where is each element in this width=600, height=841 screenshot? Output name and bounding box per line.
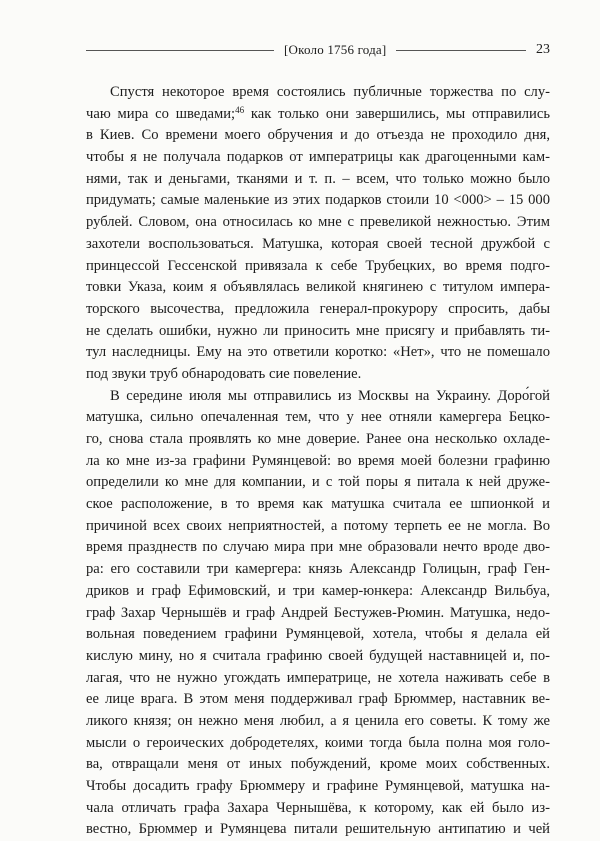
text-line: мысли о героических добродетелях, коими тогда была полна моя голо- [86, 734, 550, 751]
text-line: захотели воспользоваться. Матушка, которая своей тесной дружбой с [86, 235, 550, 252]
text-line: причиной всех своих неприятностей, а потому терпеть ее не могла. Во [86, 517, 550, 534]
text-line: не сделать ошибки, нужно ли приносить мне присягу и прибавлять ти- [86, 322, 550, 339]
text-line: определили ко мне для компании, и с той поры я питала к ней друже- [86, 474, 550, 491]
text-line: го, снова стала проявлять ко мне доверие. Ранее она несколько охладе- [86, 431, 550, 447]
text-line: лагая, что не нужно угождать императрице, не хотела наживать себе в [86, 669, 550, 686]
paragraph-2 [86, 386, 550, 841]
text-line: тул наследницы. Ему на это ответили коротко: «Нет», что не помешало [86, 344, 550, 361]
text-line: нями, так и деньгами, тканями и т. п. – всем, что только можно было [86, 170, 550, 187]
text-line: вестно, Брюммер и Румянцева питали решительную антипатию и чей [86, 821, 550, 838]
text-line: В середине июля мы отправились из Москвы на Украину. Доро́гой [110, 387, 550, 404]
text-line: матушка, сильно опечаленная тем, что у нее отняли камергера Бецко- [86, 409, 550, 426]
text-line: ское расположение, в то время как матушка считала ее шпионкой и [86, 496, 550, 513]
text-line: Спустя некоторое время состоялись публичные торжества по слу- [110, 84, 550, 100]
text-line [86, 104, 550, 126]
text-line: кислую мину, но я считала графиню своей будущей наставницей и, по- [86, 647, 550, 664]
paragraph-1 [86, 82, 550, 386]
text-line: придумать; самые маленькие из этих подарков стоили 10 <000> – 15 000 [86, 192, 550, 209]
text-fragment: как только они завершились, мы отправились [244, 105, 550, 122]
text-line: ла ко мне из-за графини Румянцевой: во время моей болезни графиню [86, 452, 550, 469]
text-line: под звуки труб обнародовать сие повеление. [86, 365, 362, 382]
text-line: ликого князя; он нежно меня любил, а я ценила его советы. К тому же [86, 712, 550, 729]
text-line: вольная поведением графини Румянцевой, хотела, чтобы я делала ей [86, 626, 550, 643]
text-line: товки Указа, коим я объявлялась великой княгинею с титулом импера- [86, 279, 550, 296]
footnote-marker: 46 [235, 104, 245, 115]
text-line: время празднеств по случаю мира при мне образовали нечто вроде дво- [86, 539, 550, 556]
body-text [86, 82, 550, 841]
page-number: 23 [526, 40, 550, 60]
text-line: ва, отвращали меня от иных побуждений, кроме моих собственных. [86, 756, 550, 773]
text-line: дриков и граф Ефимовский, и три камер-юнкера: Александр Вильбуа, [86, 582, 550, 599]
text-line: торского высочества, предложила генерал-прокурору спросить, дабы [86, 300, 550, 317]
text-line: принцессой Гессенской привязала к себе Трубецких, во время подго- [86, 257, 550, 274]
text-line: Чтобы досадить графу Брюммеру и графине Румянцевой, матушка на- [86, 778, 550, 794]
text-line: рублей. Словом, она относилась ко мне с превеликой нежностью. Этим [86, 214, 550, 231]
text-line: чала отличать графа Захара Чернышёва, к которому, как ей было из- [86, 799, 550, 816]
text-line: в Киев. Со времени моего обручения и до отъезда не проходило дня, [86, 127, 550, 144]
text-fragment: чаю мира со шведами; [86, 105, 236, 122]
text-line: ее лице врага. В этом меня поддерживал граф Брюммер, наставник ве- [86, 691, 550, 708]
text-line: ра: его составили три камергера: князь Александр Голицын, граф Ген- [86, 561, 550, 578]
text-line: чтобы я не получала подарков от императрицы как драгоценными кам- [86, 149, 550, 166]
running-head: [Около 1756 года] [274, 40, 396, 60]
text-line: граф Захар Чернышёв и граф Андрей Бестужев-Рюмин. Матушка, недо- [86, 604, 550, 621]
